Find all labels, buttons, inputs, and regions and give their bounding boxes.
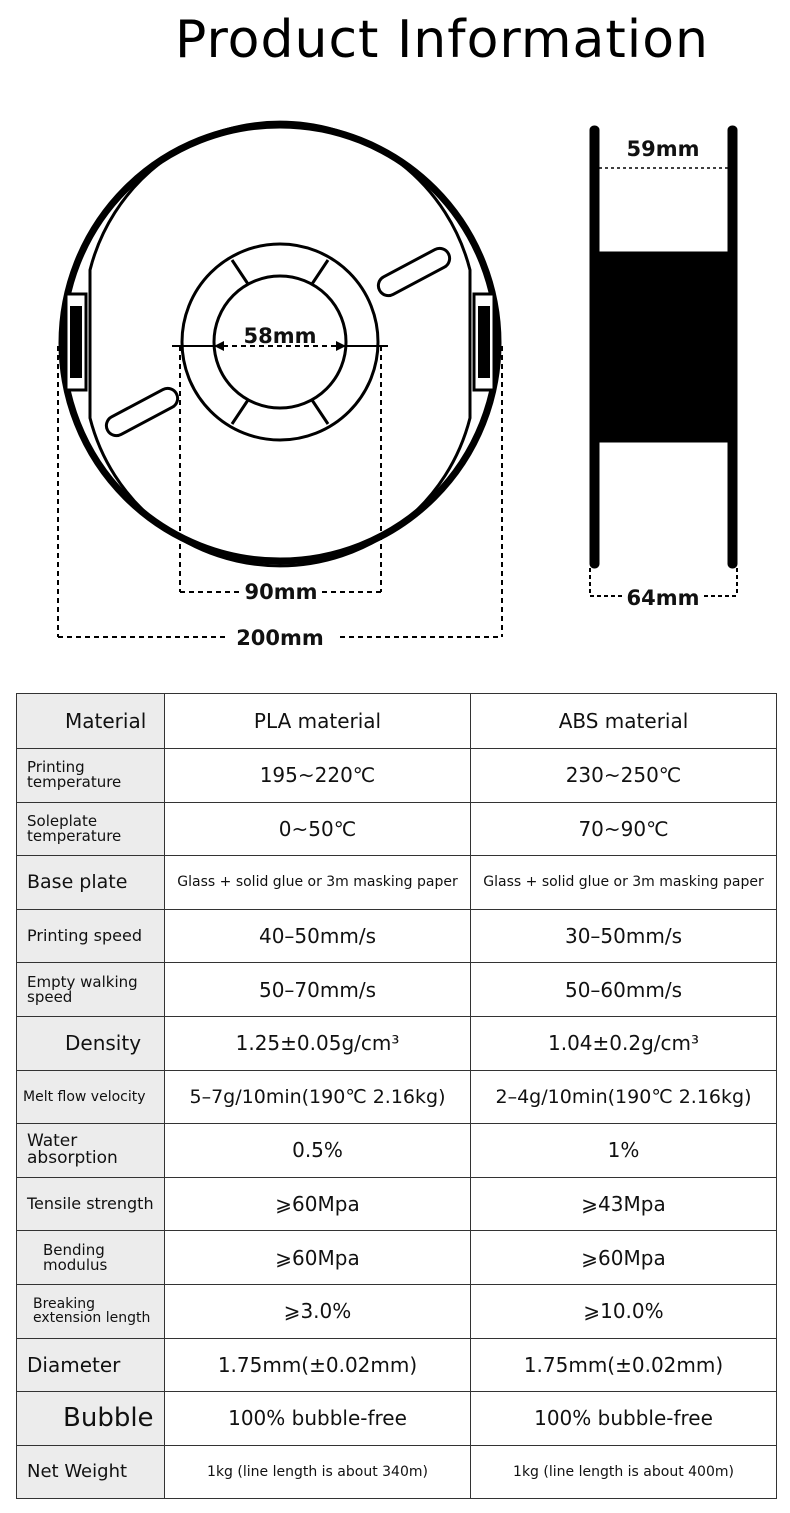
pla-value: 5–7g/10min(190℃ 2.16kg): [165, 1070, 471, 1124]
table-header-row: [17, 694, 777, 749]
page-title: Product Information: [175, 10, 709, 70]
pla-value: 50–70mm/s: [165, 963, 471, 1017]
pla-value: 1.75mm(±0.02mm): [165, 1338, 471, 1392]
abs-value: ⩾43Mpa: [471, 1177, 777, 1231]
pla-value: ⩾60Mpa: [165, 1177, 471, 1231]
hub-diameter-label: 90mm: [244, 580, 318, 604]
table-row: [17, 1231, 777, 1285]
abs-value: 1.75mm(±0.02mm): [471, 1338, 777, 1392]
header-pla: PLA material: [165, 694, 471, 749]
abs-value: 1kg (line length is about 400m): [471, 1445, 777, 1499]
pla-value: 195~220℃: [165, 749, 471, 803]
outer-diameter-label: 200mm: [236, 626, 324, 650]
header-label: Material: [17, 694, 165, 749]
row-label: Printing temperature: [17, 749, 165, 803]
abs-value: ⩾60Mpa: [471, 1231, 777, 1285]
table-row: [17, 749, 777, 803]
table-row: [17, 802, 777, 856]
row-label: Base plate: [17, 856, 165, 910]
pla-value: 1kg (line length is about 340m): [165, 1445, 471, 1499]
header-abs: ABS material: [471, 694, 777, 749]
spec-table: [16, 693, 777, 1499]
pla-value: 0.5%: [165, 1124, 471, 1178]
abs-value: 2–4g/10min(190℃ 2.16kg): [471, 1070, 777, 1124]
pla-value: ⩾3.0%: [165, 1284, 471, 1338]
spool-front-view: [58, 122, 502, 637]
inner-diameter-label: 58mm: [243, 324, 317, 348]
spool-side-view: [590, 126, 737, 596]
spool-dimension-diagram: [0, 0, 790, 660]
table-row: [17, 1392, 777, 1446]
abs-value: Glass + solid glue or 3m masking paper: [471, 856, 777, 910]
row-label: Soleplate temperature: [17, 802, 165, 856]
abs-value: 230~250℃: [471, 749, 777, 803]
pla-value: 100% bubble-free: [165, 1392, 471, 1446]
table-row: [17, 1177, 777, 1231]
abs-value: ⩾10.0%: [471, 1284, 777, 1338]
row-label: Diameter: [17, 1338, 165, 1392]
pla-value: 40–50mm/s: [165, 909, 471, 963]
table-row: [17, 909, 777, 963]
table-row: [17, 1070, 777, 1124]
row-label: Water absorption: [17, 1124, 165, 1178]
row-label: Density: [17, 1016, 165, 1070]
table-row: [17, 1445, 777, 1499]
row-label: Bubble: [17, 1392, 165, 1446]
row-label: Bending modulus: [17, 1231, 165, 1285]
row-label: Printing speed: [17, 909, 165, 963]
abs-value: 50–60mm/s: [471, 963, 777, 1017]
pla-value: 0~50℃: [165, 802, 471, 856]
row-label: Net Weight: [17, 1445, 165, 1499]
pla-value: 1.25±0.05g/cm³: [165, 1016, 471, 1070]
table-row: [17, 1124, 777, 1178]
table-row: [17, 856, 777, 910]
side-inner-width-label: 59mm: [626, 137, 700, 161]
row-label: Tensile strength: [17, 1177, 165, 1231]
side-outer-width-label: 64mm: [626, 586, 700, 610]
abs-value: 30–50mm/s: [471, 909, 777, 963]
row-label: Breaking extension length: [17, 1284, 165, 1338]
table-row: [17, 963, 777, 1017]
pla-value: Glass + solid glue or 3m masking paper: [165, 856, 471, 910]
abs-value: 1.04±0.2g/cm³: [471, 1016, 777, 1070]
row-label: Melt flow velocity: [17, 1070, 165, 1124]
table-row: [17, 1016, 777, 1070]
table-row: [17, 1338, 777, 1392]
row-label: Empty walking speed: [17, 963, 165, 1017]
abs-value: 70~90℃: [471, 802, 777, 856]
table-row: [17, 1284, 777, 1338]
abs-value: 1%: [471, 1124, 777, 1178]
pla-value: ⩾60Mpa: [165, 1231, 471, 1285]
abs-value: 100% bubble-free: [471, 1392, 777, 1446]
